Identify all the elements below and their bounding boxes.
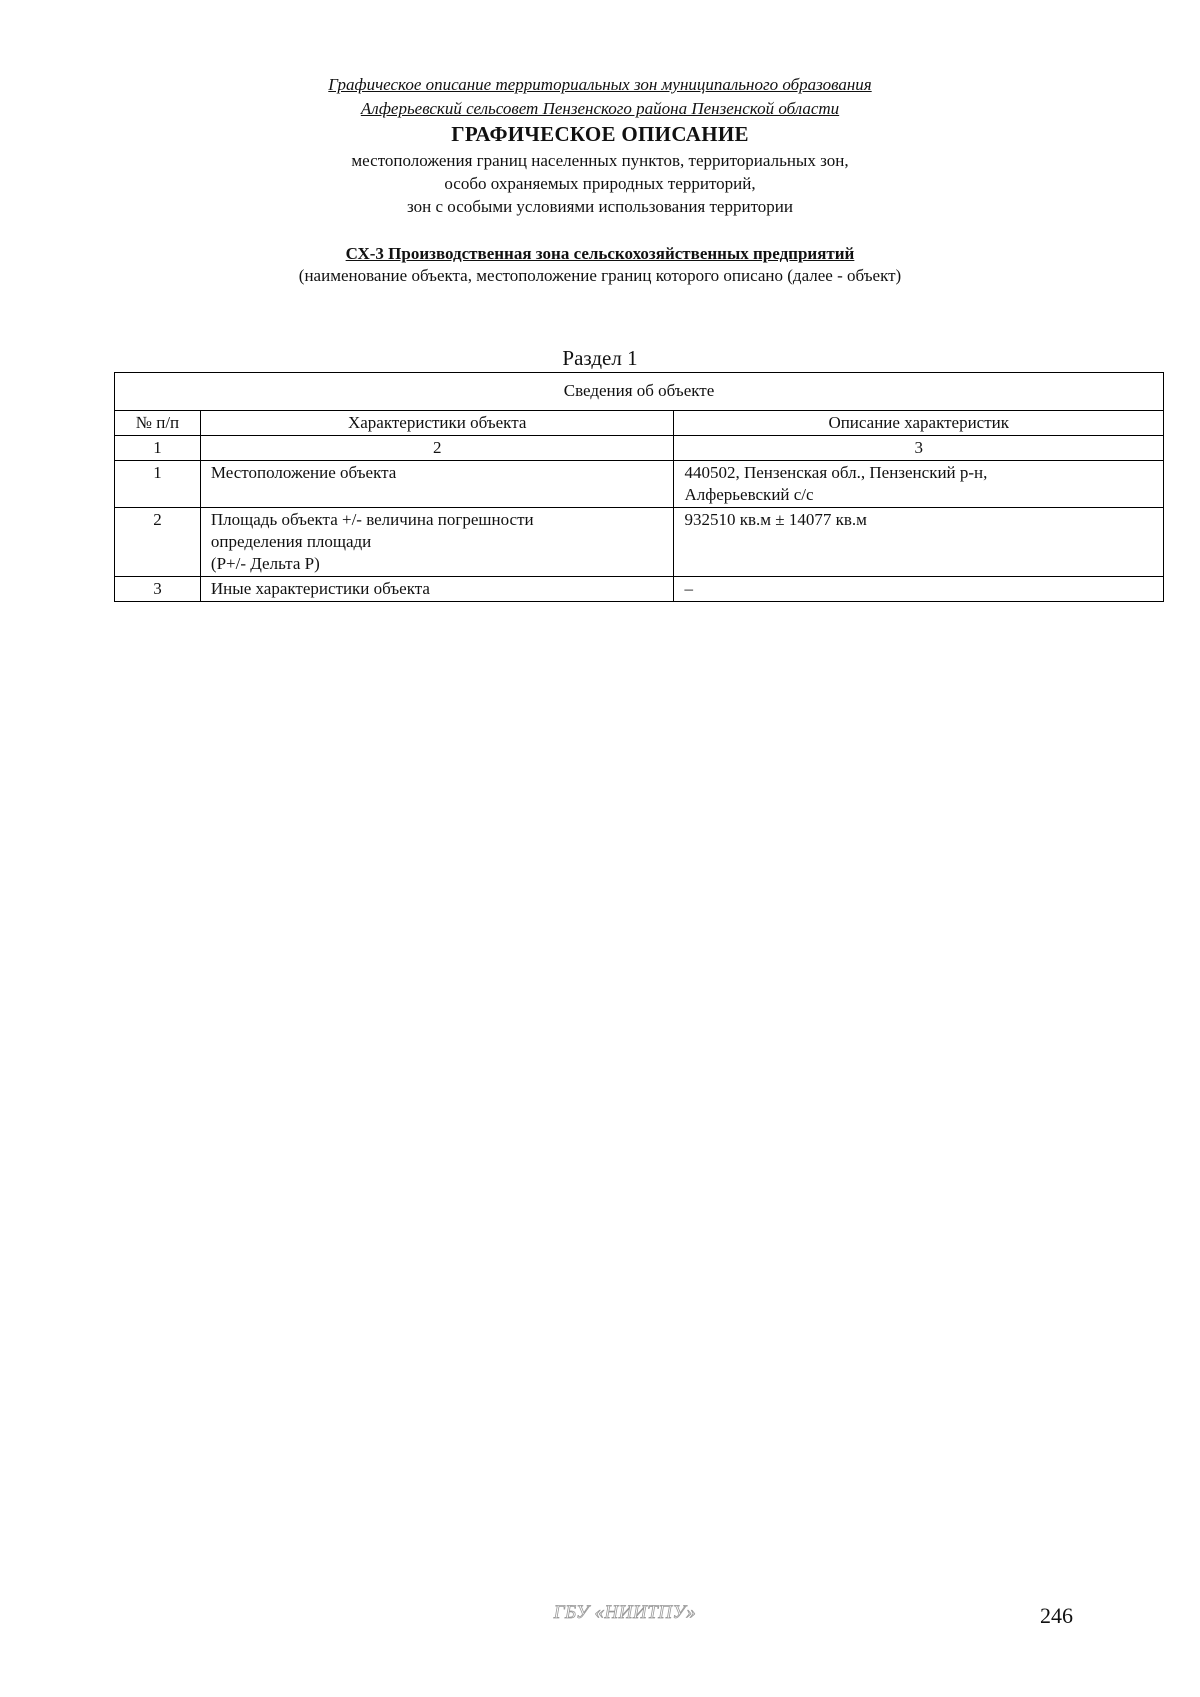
row-description — [674, 577, 1164, 602]
row-characteristic-line: Местоположение объекта — [210, 463, 397, 482]
table-numbering-row — [115, 436, 1164, 461]
row-characteristic-line: (Р+/- Дельта Р) — [210, 554, 320, 573]
document-title: ГРАФИЧЕСКОЕ ОПИСАНИЕ — [451, 122, 749, 146]
row-characteristic — [200, 577, 674, 602]
row-characteristic-line: определения площади — [210, 532, 372, 551]
row-characteristic-line: Площадь объекта +/- величина погрешности — [210, 510, 534, 529]
subtitle-line-2: особо охраняемых природных территорий, — [444, 174, 756, 193]
header-line-2: Алферьевский сельсовет Пензенского района Пензенской области — [360, 99, 840, 118]
header-description: Описание характеристик — [674, 411, 1164, 436]
table-header-row — [115, 411, 1164, 436]
page-number: 246 — [1040, 1603, 1073, 1628]
row-number: 2 — [115, 508, 201, 577]
row-description-line: Алферьевский с/с — [684, 485, 814, 504]
row-number: 3 — [115, 577, 201, 602]
row-number: 1 — [115, 461, 201, 508]
numbering-cell: 3 — [674, 436, 1164, 461]
zone-name: СХ-3 Производственная зона сельскохозяйственных предприятий — [345, 244, 855, 263]
header-number: № п/п — [115, 411, 201, 436]
numbering-cell: 1 — [115, 436, 201, 461]
row-characteristic — [200, 461, 674, 508]
footer-organization: ГБУ «НИИТПУ» — [553, 1602, 697, 1623]
table-caption: Сведения об объекте — [115, 373, 1164, 411]
row-characteristic — [200, 508, 674, 577]
row-description — [674, 508, 1164, 577]
row-description-line: – — [684, 579, 693, 598]
section-title: Раздел 1 — [562, 346, 638, 370]
table-caption-row — [115, 373, 1164, 411]
header-line-1: Графическое описание территориальных зон муниципального образования — [328, 75, 872, 94]
row-characteristic-line: Иные характеристики объекта — [210, 579, 430, 598]
zone-note: (наименование объекта, местоположение границ которого описано (далее - объект) — [298, 266, 902, 285]
object-info-table — [114, 372, 1164, 602]
subtitle-line-3: зон с особыми условиями использования территории — [407, 197, 793, 216]
subtitle-line-1: местоположения границ населенных пунктов, территориальных зон, — [351, 151, 849, 170]
table-row — [115, 577, 1164, 602]
table-row — [115, 508, 1164, 577]
row-description — [674, 461, 1164, 508]
row-description-line: 932510 кв.м ± 14077 кв.м — [684, 510, 867, 529]
header-characteristics: Характеристики объекта — [200, 411, 674, 436]
numbering-cell: 2 — [200, 436, 674, 461]
table-row — [115, 461, 1164, 508]
row-description-line: 440502, Пензенская обл., Пензенский р-н, — [684, 463, 988, 482]
